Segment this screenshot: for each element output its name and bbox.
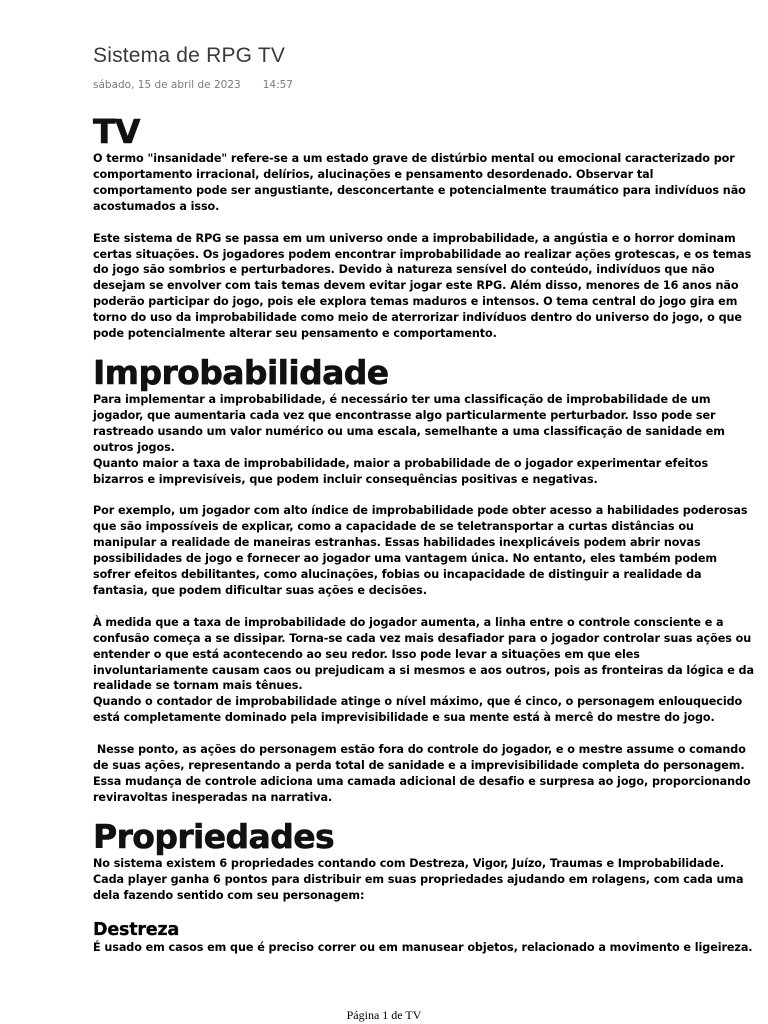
paragraph-controle: Nesse ponto, as ações do personagem estão fora do controle do jogador, e o mestre assume o comando de suas ações, representando a perda total de sanidade e a imprevisibilidade completa do personagem. Essa mudança de controle adiciona uma camada adicional de desafio e surpresa ao jogo, proporcionando reviravoltas inesperadas na narrativa.: [93, 743, 755, 804]
page-date: sábado, 15 de abril de 2023: [93, 79, 241, 91]
paragraph-destreza: É usado em casos em que é preciso correr ou em manusear objetos, relacionado a movimento e ligeireza.: [93, 940, 753, 954]
paragraph-taxa: Quanto maior a taxa de improbabilidade, maior a probabilidade de o jogador experimentar efeitos bizarros e imprevisíveis, que podem incluir consequências positivas e negativas.: [93, 456, 709, 486]
page-metadata: [93, 79, 293, 91]
document-content: [93, 113, 755, 955]
paragraph-exemplo: Por exemplo, um jogador com alto índice de improbabilidade pode obter acesso a habilidades poderosas que são impossíveis de explicar, como a capacidade de se teletransportar a curtas distâncias ou manipular a realidade de maneiras estranhas. Essas habilidades inexplicáveis podem abrir novas possibilidades de jogo e fornecer ao jogador uma vantagem única. No entanto, eles também podem sofrer efeitos debilitantes, como alucinações, fobias ou incapacidade de distinguir a realidade da fantasia, que podem dificultar suas ações e decisões.: [93, 504, 748, 597]
paragraph-propriedades: No sistema existem 6 propriedades contando com Destreza, Vigor, Juízo, Traumas e Improbabilidade. Cada player ganha 6 pontos para distribuir em suas propriedades ajudando em rolagens, com cada uma dela fazendo sentido com seu personagem:: [93, 856, 744, 902]
page-title: Sistema de RPG TV: [93, 44, 286, 67]
page-footer: Página 1 de TV: [346, 1008, 422, 1022]
paragraph-implementar: Para implementar a improbabilidade, é necessário ter uma classificação de improbabilidade de um jogador, que aumentaria cada vez que encontrasse algo particularmente perturbador. Isso pode ser rastreado usando um valor numérico ou uma escala, semelhante a uma classificação de sanidade em outros jogos.: [93, 392, 725, 454]
section-heading-improbabilidade: Improbabilidade: [93, 352, 389, 392]
subheading-destreza: Destreza: [93, 919, 180, 940]
section-heading-tv: TV: [93, 112, 140, 151]
page-time: 14:57: [262, 79, 293, 91]
paragraph-sistema: Este sistema de RPG se passa em um universo onde a improbabilidade, a angústia e o horror dominam certas situações. Os jogadores podem encontrar improbabilidade ao realizar ações grotescas, e os temas do jogo são sombrios e perturbadores. Devido à natureza sensível do conteúdo, indivíduos que não desejam se envolver com tais temas devem evitar jogar este RPG. Além disso, menores de 16 anos não poderão participar do jogo, pois ele explora temas maduros e intensos. O tema central do jogo gira em torno do uso da improbabilidade como meio de aterrorizar indivíduos dentro do universo do jogo, o que pode potencialmente alterar seu pensamento e comportamento.: [93, 231, 752, 341]
paragraph-medida: À medida que a taxa de improbabilidade do jogador aumenta, a linha entre o controle consciente e a confusão começa a se dissipar. Torna-se cada vez mais desafiador para o jogador controlar suas ações ou entender o que está acontecendo ao seu redor. Isso pode levar a situações em que eles involuntariamente causam caos ou prejudicam a si mesmos e aos outros, pois as fronteiras da lógica e da realidade se tornam mais tênues.: [93, 615, 754, 693]
section-heading-propriedades: Propriedades: [93, 816, 335, 856]
paragraph-insanidade: O termo "insanidade" refere-se a um estado grave de distúrbio mental ou emocional caracterizado por comportamento irracional, delírios, alucinações e pensamento desordenado. Observar tal comportamento pode ser angustiante, desconcertante e potencialmente traumático para indivíduos não acostumados a isso.: [93, 152, 746, 213]
paragraph-contador: Quando o contador de improbabilidade atinge o nível máximo, que é cinco, o personagem enlouquecido está completamente dominado pela imprevisibilidade e sua mente está à mercê do mestre do jogo.: [93, 695, 743, 725]
